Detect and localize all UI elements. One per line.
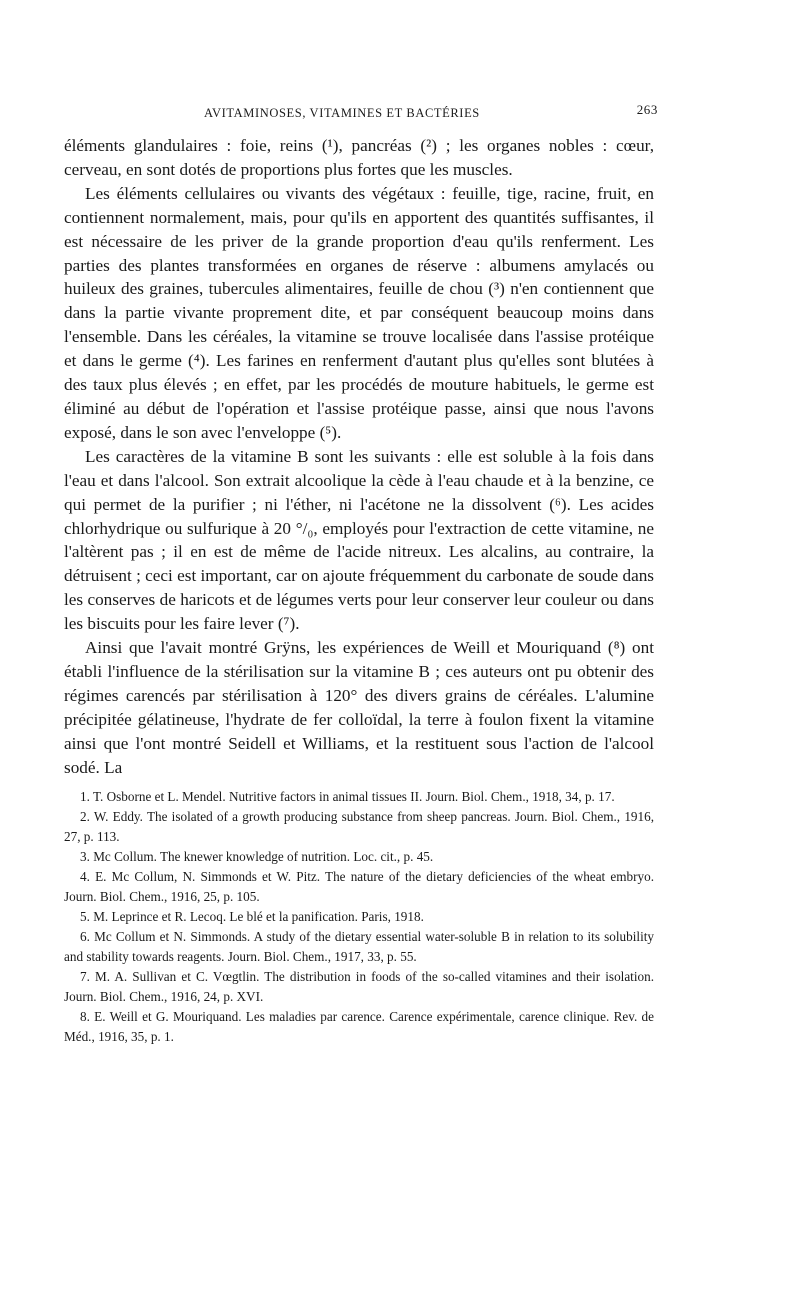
running-head xyxy=(64,100,658,126)
footnote-3: 3. Mc Collum. The knewer knowledge of nutrition. Loc. cit., p. 45. xyxy=(80,849,434,865)
paragraph-sterilisation: Ainsi que l'avait montré Grÿns, les expériences de Weill et Mouriquand (⁸) ont établi l'influence de la stérilisation sur la vitamine B ; ces auteurs ont pu obtenir des régimes carencés par stérilisation à 120° des divers grains de céréales. L'alumine précipitée gélatineuse, l'hydrate de fer colloïdal, la terre à foulon fixent la vitamine ainsi que l'ont montré Seidell et Williams, et la restituent sous l'action de l'alcool sodé. La xyxy=(64,638,654,777)
page-number: 263 xyxy=(636,102,658,117)
footnote-1: 1. T. Osborne et L. Mendel. Nutritive factors in animal tissues II. Journ. Biol. Chem., 1918, 34, p. 17. xyxy=(80,789,615,805)
body-text xyxy=(64,134,654,779)
footnote-2: 2. W. Eddy. The isolated of a growth producing substance from sheep pancreas. Journ. Biol. Chem., 1916, 27, p. 113. xyxy=(64,809,654,845)
footnote-6: 6. Mc Collum et N. Simmonds. A study of the dietary essential water-soluble B in relation to its solubility and stability towards reagents. Journ. Biol. Chem., 1917, 33, p. 55. xyxy=(64,929,654,965)
paragraph-vitamin-b-properties: Les caractères de la vitamine B sont les suivants : elle est soluble à la fois dans l'eau et dans l'alcool. Son extrait alcoolique la cède à l'eau chaude et à la benzine, ce qui permet de la purifier ; ni l'éther, ni l'acétone ne la dissolvent (⁶). Les acides chlorhydrique ou sulfurique à 20 °/₀, employés pour l'extraction de cette vitamine, ne l'altèrent pas ; il en est de même de l'acide nitreux. Les alcalins, au contraire, la détruisent ; ceci est important, car on ajoute fréquemment du carbonate de soude dans les conserves de haricots et de légumes verts pour leur conserver leur couleur ou dans les biscuits pour les faire lever (⁷). xyxy=(64,446,654,634)
footnotes xyxy=(64,787,654,1047)
footnote-5: 5. M. Leprince et R. Lecoq. Le blé et la panification. Paris, 1918. xyxy=(80,909,424,925)
footnote-8: 8. E. Weill et G. Mouriquand. Les maladies par carence. Carence expérimentale, carence clinique. Rev. de Méd., 1916, 35, p. 1. xyxy=(64,1009,654,1045)
paragraph-vegetable-cells: Les éléments cellulaires ou vivants des végétaux : feuille, tige, racine, fruit, en contiennent normalement, mais, pour qu'ils en apportent des quantités suffisantes, il est nécessaire de les priver de la grande proportion d'eau qu'ils renferment. Les parties des plantes transformées en organes de réserve : albumens amylacés ou huileux des graines, tubercules alimentaires, feuille de chou (³) n'en contiennent que dans la partie vivante proprement dite, et par conséquent beaucoup moins dans l'ensemble. Dans les céréales, la vitamine se trouve localisée dans l'assise protéique et dans le germe (⁴). Les farines en renferment d'autant plus qu'elles sont blutées à des taux plus élevés ; en effet, par les procédés de mouture habituels, le germe est éliminé au début de l'opération et l'assise protéique passe, ainsi que nous l'avons exposé, dans le son avec l'enveloppe (⁵). xyxy=(64,183,654,442)
footnote-4: 4. E. Mc Collum, N. Simmonds et W. Pitz. The nature of the dietary deficiencies of the wheat embryo. Journ. Biol. Chem., 1916, 25, p. 105. xyxy=(64,869,654,905)
footnote-7: 7. M. A. Sullivan et C. Vœgtlin. The distribution in foods of the so-called vitamines and their isolation. Journ. Biol. Chem., 1916, 24, p. XVI. xyxy=(64,969,654,1005)
paragraph-continuation: éléments glandulaires : foie, reins (¹), pancréas (²) ; les organes nobles : cœur, cerveau, en sont dotés de proportions plus fortes que les muscles. xyxy=(64,136,654,179)
book-page xyxy=(64,100,658,1047)
running-title: AVITAMINOSES, VITAMINES ET BACTÉRIES xyxy=(204,106,480,120)
